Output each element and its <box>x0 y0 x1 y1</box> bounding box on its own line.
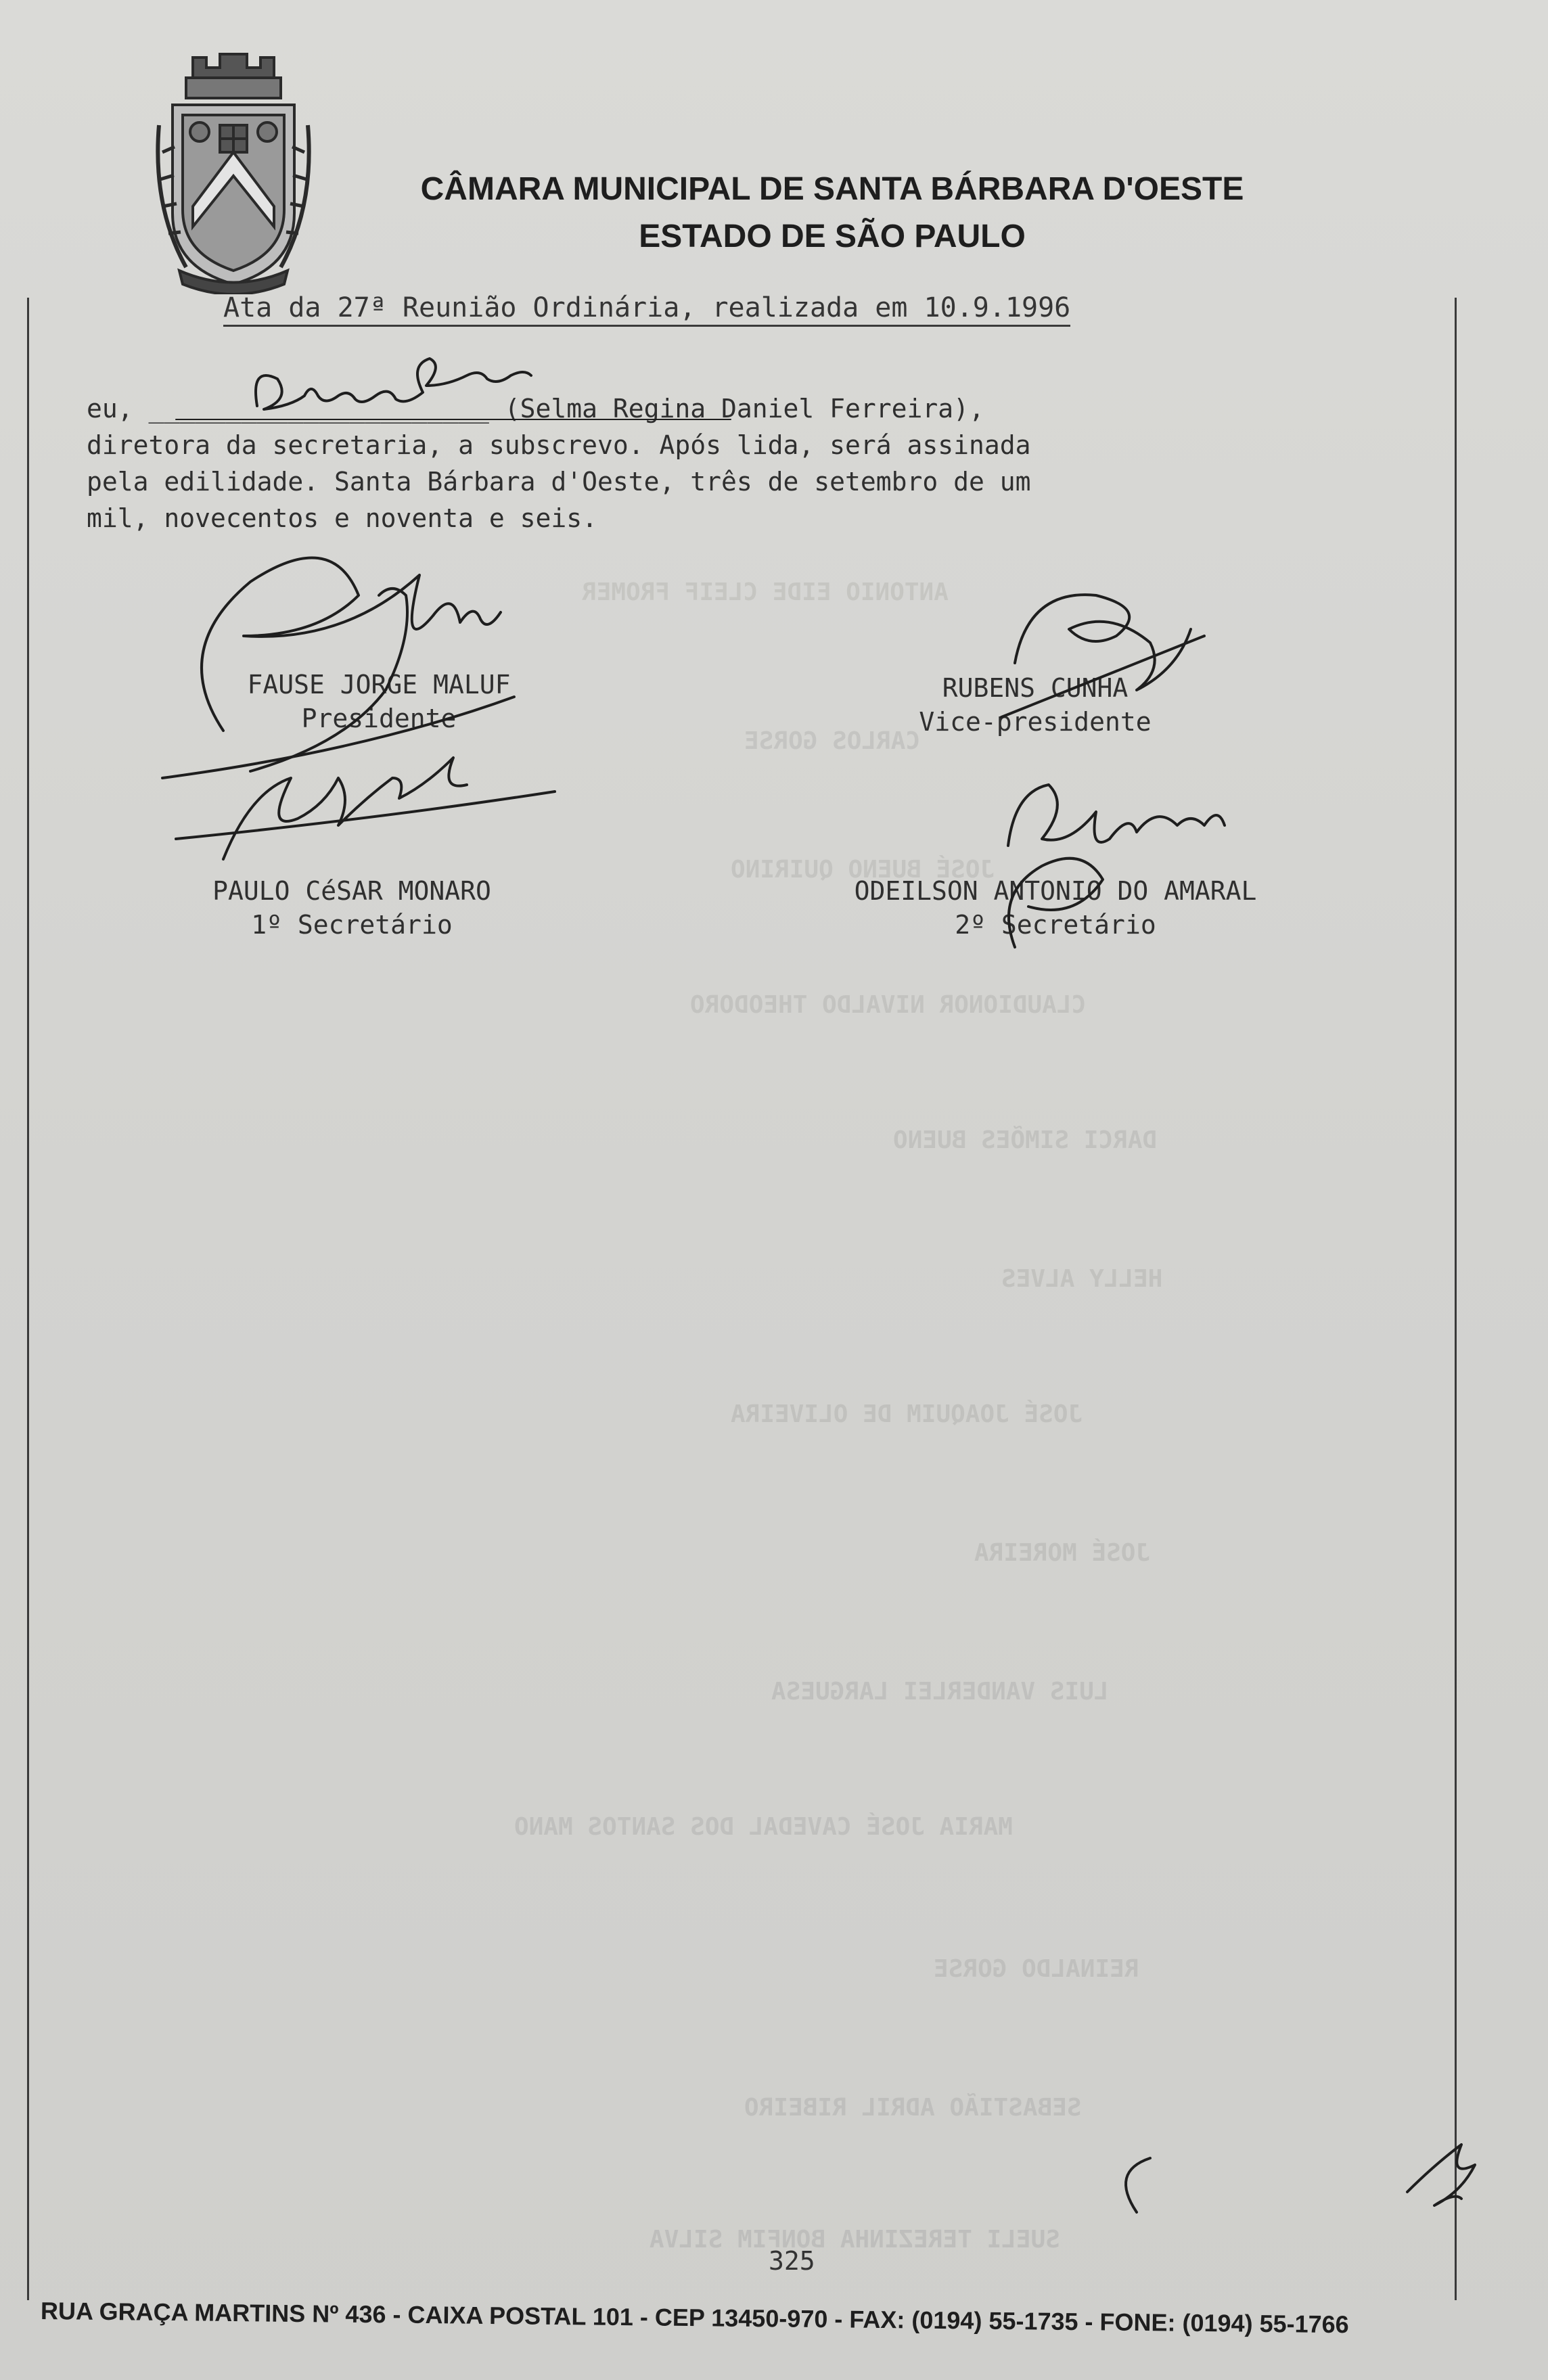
address-footer: RUA GRAÇA MARTINS Nº 436 - CAIXA POSTAL 101 - CEP 13450-970 - FAX: (0194) 55-1735 - FONE: (0194) 55-1766 <box>40 2297 1349 2339</box>
signature-name-first-secretary: PAULO CéSAR MONARO <box>212 876 491 906</box>
body-line-4: mil, novecentos e noventa e seis. <box>87 503 597 533</box>
body-line-2: diretora da secretaria, a subscrevo. Após lida, será assinada <box>87 430 1031 460</box>
bleed-through-name: SUELI TEREZINHA BONFIM SILVA <box>650 2226 1060 2253</box>
bleed-through-name: DARCI SIMÕES BUENO <box>893 1126 1158 1154</box>
signature-role-second-secretary: 2º Secretário <box>955 910 1156 940</box>
signature-role-first-secretary: 1º Secretário <box>251 910 453 940</box>
bleed-through-name: HELLY ALVES <box>1001 1265 1163 1293</box>
bleed-through-name: JOSÉ BUENO QUIRINO <box>731 856 995 884</box>
bleed-through-name: JOSÉ JOAQUIM DE OLIVEIRA <box>731 1400 1083 1428</box>
bleed-through-name: CLAUDIONOR NIVALDO THEODORO <box>690 991 1087 1019</box>
body-line-1: eu, ______________________ (Selma Regina Daniel Ferreira), <box>87 394 984 424</box>
body-line-3: pela edilidade. Santa Bárbara d'Oeste, três de setembro de um <box>87 467 1031 497</box>
signature-role-vice-president: Vice-presidente <box>919 707 1152 737</box>
bleed-through-name: REINALDO GORSE <box>934 1955 1139 1983</box>
bleed-through-name: LUIS VANDERLEI LARGUESA <box>771 1678 1109 1706</box>
signature-name-vice-president: RUBENS CUNHA <box>942 673 1129 703</box>
minutes-title: Ata da 27ª Reunião Ordinária, realizada em 10.9.1996 <box>223 292 1070 327</box>
signature-name-second-secretary: ODEILSON ANTONIO DO AMARAL <box>854 876 1257 906</box>
signature-role-president: Presidente <box>301 704 457 733</box>
bleed-through-name: JOSÉ MOREIRA <box>974 1539 1151 1567</box>
signature-name-president: FAUSE JORGE MALUF <box>247 670 511 700</box>
bleed-through-name: MARIA JOSÉ CAVEDAL DOS SANTOS MANO <box>514 1813 1013 1841</box>
chamber-title: CÂMARA MUNICIPAL DE SANTA BÁRBARA D'OESTE <box>420 171 1244 207</box>
page-number: 325 <box>769 2246 815 2276</box>
bleed-through-name: CARLOS GORSE <box>744 727 921 755</box>
bleed-through-name: SEBASTIÃO ADRIL RIBEIRO <box>744 2094 1082 2122</box>
state-title: ESTADO DE SÃO PAULO <box>639 219 1026 254</box>
bleed-through-name: ANTONIO EIDE CLEIF FROMER <box>582 578 949 606</box>
